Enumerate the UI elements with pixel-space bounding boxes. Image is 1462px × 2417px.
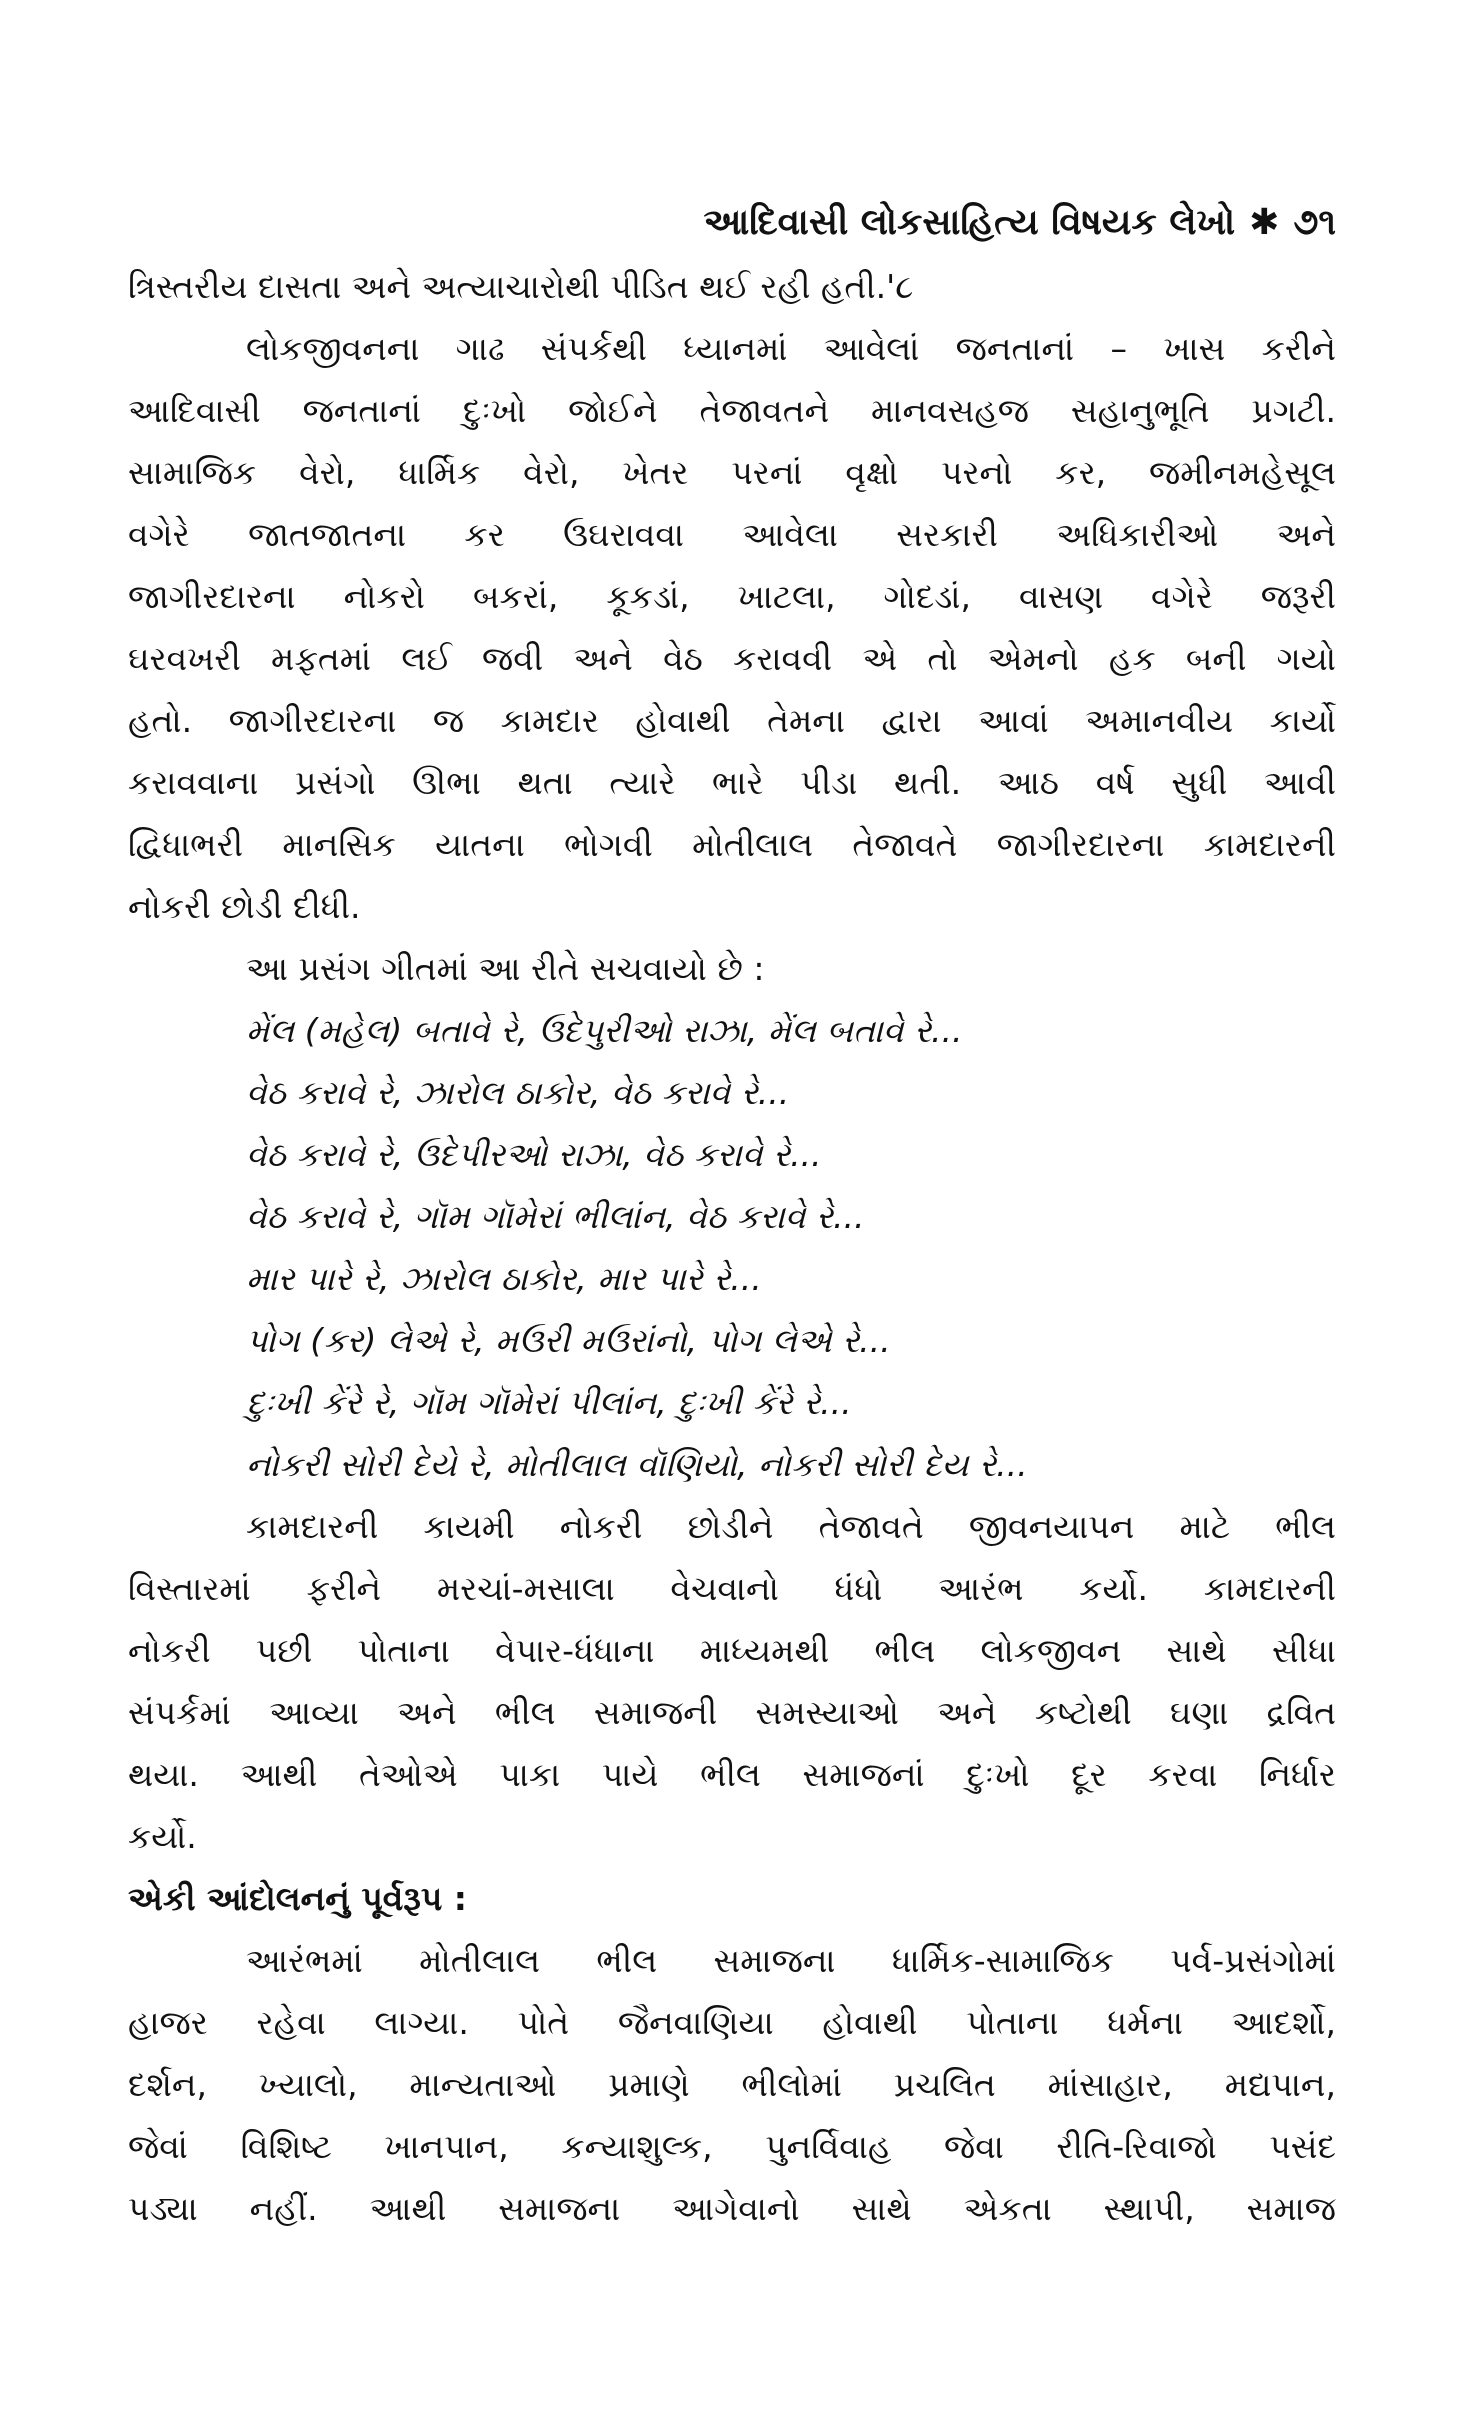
- verse-line: પોગ (કર) લેએ રે, મઉરી મઉરાંનો, પોગ લેએ રે...: [246, 1321, 891, 1360]
- verse-line: દુઃખી કેંરે રે, ગૉમ ગૉમેરાં પીલાંન, દુઃખી કેંરે રે...: [246, 1383, 852, 1422]
- text-line: વિસ્તારમાં ફરીને મરચાં-મસાલા વેચવાનો ધંધો આરંભ કર્યો. કામદારની: [128, 1569, 1336, 1608]
- verse-line: વેઠ કરાવે રે, ઉદેપીરઓ રાઝા, વેઠ કરાવે રે...: [246, 1135, 822, 1174]
- text-line: જેવાં વિશિષ્ટ ખાનપાન, કન્યાશુલ્ક, પુનર્વિવાહ જેવા રીતિ-રિવાજો પસંદ: [128, 2127, 1336, 2166]
- running-header: [120, 196, 1336, 250]
- text-line: ત્રિસ્તરીય દાસતા અને અત્યાચારોથી પીડિત થઈ રહી હતી.'૮: [128, 267, 914, 306]
- text-line: સંપર્કમાં આવ્યા અને ભીલ સમાજની સમસ્યાઓ અને કષ્ટોથી ઘણા દ્રવિત: [128, 1693, 1336, 1732]
- text-line: પડ્યા નહીં. આથી સમાજના આગેવાનો સાથે એકતા સ્થાપી, સમાજ: [128, 2189, 1336, 2228]
- text-line: કર્યો.: [128, 1817, 197, 1856]
- text-line: દર્શન, ખ્યાલો, માન્યતાઓ પ્રમાણે ભીલોમાં પ્રચલિત માંસાહાર, મદ્યપાન,: [128, 2065, 1336, 2104]
- text-line: હાજર રહેવા લાગ્યા. પોતે જૈનવાણિયા હોવાથી પોતાના ધર્મના આદર્શો,: [128, 2003, 1336, 2042]
- page-number: ૭૧: [1293, 202, 1336, 243]
- header-title: આદિવાસી લોકસાહિત્ય વિષયક લેખો: [703, 202, 1236, 243]
- verse-line: નોકરી સોરી દેયે રે, મોતીલાલ વૉણિયો, નોકરી સોરી દેય રે...: [246, 1445, 1028, 1484]
- text-line: આદિવાસી જનતાનાં દુઃખો જોઈને તેજાવતને માનવસહજ સહાનુભૂતિ પ્રગટી.: [128, 391, 1336, 430]
- verse-line: માર પારે રે, ઝારોલ ઠાકોર, માર પારે રે...: [246, 1259, 762, 1298]
- page-body: [128, 256, 1336, 2240]
- text-line: થયા. આથી તેઓએ પાકા પાયે ભીલ સમાજનાં દુઃખો દૂર કરવા નિર્ધાર: [128, 1755, 1336, 1794]
- section-heading: એકી આંદોલનનું પૂર્વરૂપ :: [128, 1879, 467, 1918]
- text-line: કામદારની કાયમી નોકરી છોડીને તેજાવતે જીવનયાપન માટે ભીલ: [246, 1507, 1336, 1546]
- text-line: નોકરી છોડી દીધી.: [128, 887, 361, 926]
- text-line: લોકજીવનના ગાઢ સંપર્કથી ધ્યાનમાં આવેલાં જનતાનાં – ખાસ કરીને: [246, 329, 1336, 368]
- text-line: હતો. જાગીરદારના જ કામદાર હોવાથી તેમના દ્વારા આવાં અમાનવીય કાર્યો: [128, 701, 1336, 740]
- text-line: જાગીરદારના નોકરો બકરાં, કૂકડાં, ખાટલા, ગોદડાં, વાસણ વગેરે જરૂરી: [128, 577, 1336, 616]
- text-line: વગેરે જાતજાતના કર ઉઘરાવવા આવેલા સરકારી અધિકારીઓ અને: [128, 515, 1336, 554]
- verse-line: વેઠ કરાવે રે, ગૉમ ગૉમેરાં ભીલાંન, વેઠ કરાવે રે...: [246, 1197, 865, 1236]
- text-line: દ્વિધાભરી માનસિક યાતના ભોગવી મોતીલાલ તેજાવતે જાગીરદારના કામદારની: [128, 825, 1336, 864]
- text-line: નોકરી પછી પોતાના વેપાર-ધંધાના માધ્યમથી ભીલ લોકજીવન સાથે સીધા: [128, 1631, 1336, 1670]
- text-line: આ પ્રસંગ ગીતમાં આ રીતે સચવાયો છે :: [246, 949, 765, 988]
- verse-line: વેઠ કરાવે રે, ઝારોલ ઠાકોર, વેઠ કરાવે રે...: [246, 1073, 790, 1112]
- text-line: આરંભમાં મોતીલાલ ભીલ સમાજના ધાર્મિક-સામાજિક પર્વ-પ્રસંગોમાં: [246, 1941, 1336, 1980]
- text-line: ઘરવખરી મફતમાં લઈ જવી અને વેઠ કરાવવી એ તો એમનો હક બની ગયો: [128, 639, 1336, 678]
- text-line: કરાવવાના પ્રસંગો ઊભા થતા ત્યારે ભારે પીડા થતી. આઠ વર્ષ સુધી આવી: [128, 763, 1336, 802]
- verse-line: મેંલ (મહેલ) બતાવે રે, ઉદેપુરીઓ રાઝા, મેંલ બતાવે રે...: [246, 1011, 963, 1050]
- asterisk-separator-icon: ✱: [1249, 202, 1280, 243]
- text-line: સામાજિક વેરો, ધાર્મિક વેરો, ખેતર પરનાં વૃક્ષો પરનો કર, જમીનમહેસૂલ: [128, 453, 1336, 492]
